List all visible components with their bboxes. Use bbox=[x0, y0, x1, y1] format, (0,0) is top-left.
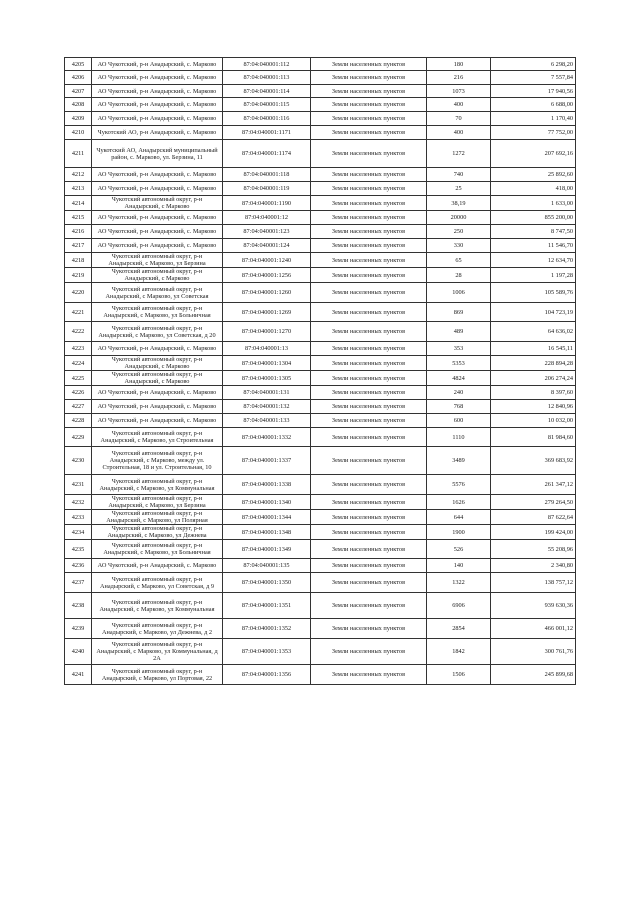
row-address: Чукотский автономный округ, р-н Анадырский, с Марково, между ул. Строительная, 18 и ул. Строительная, 10 bbox=[92, 447, 223, 475]
row-address: Чукотский автономный округ, р-н Анадырский, с Марково, ул Коммунальная, д 2А bbox=[92, 639, 223, 665]
row-cadastral-value: 105 589,76 bbox=[491, 283, 576, 303]
row-cadastral-value: 11 546,70 bbox=[491, 239, 576, 253]
row-land-category: Земли населенных пунктов bbox=[311, 510, 427, 525]
row-area: 768 bbox=[427, 400, 491, 414]
row-cadastral-value: 369 683,92 bbox=[491, 447, 576, 475]
row-cadastral-number: 87:04:040001:116 bbox=[223, 112, 311, 126]
row-address: Чукотский автономный округ, р-н Анадырский, с Марково bbox=[92, 371, 223, 386]
row-cadastral-number: 87:04:040001:1353 bbox=[223, 639, 311, 665]
row-cadastral-value: 81 984,60 bbox=[491, 428, 576, 447]
row-cadastral-value: 138 757,12 bbox=[491, 573, 576, 593]
table-row bbox=[65, 639, 576, 665]
row-cadastral-number: 87:04:040001:119 bbox=[223, 182, 311, 196]
row-number: 4228 bbox=[65, 414, 92, 428]
row-cadastral-value: 1 197,28 bbox=[491, 268, 576, 283]
table-row bbox=[65, 447, 576, 475]
row-land-category: Земли населенных пунктов bbox=[311, 400, 427, 414]
row-area: 216 bbox=[427, 71, 491, 85]
row-land-category: Земли населенных пунктов bbox=[311, 58, 427, 71]
row-address: Чукотский автономный округ, р-н Анадырский, с Марково, ул Больничная bbox=[92, 540, 223, 559]
table-row bbox=[65, 225, 576, 239]
row-address: АО Чукотский, р-н Анадырский, с. Марково bbox=[92, 211, 223, 225]
row-cadastral-value: 206 274,24 bbox=[491, 371, 576, 386]
row-cadastral-value: 8 747,50 bbox=[491, 225, 576, 239]
row-number: 4205 bbox=[65, 58, 92, 71]
row-area: 240 bbox=[427, 386, 491, 400]
row-area: 250 bbox=[427, 225, 491, 239]
row-cadastral-number: 87:04:040001:1305 bbox=[223, 371, 311, 386]
row-land-category: Земли населенных пунктов bbox=[311, 665, 427, 685]
row-cadastral-number: 87:04:040001:1338 bbox=[223, 475, 311, 495]
row-number: 4226 bbox=[65, 386, 92, 400]
table-row bbox=[65, 573, 576, 593]
table-row bbox=[65, 510, 576, 525]
table-row bbox=[65, 619, 576, 639]
table-row bbox=[65, 211, 576, 225]
row-cadastral-number: 87:04:040001:1340 bbox=[223, 495, 311, 510]
row-land-category: Земли населенных пунктов bbox=[311, 182, 427, 196]
row-cadastral-value: 855 200,00 bbox=[491, 211, 576, 225]
row-cadastral-value: 12 634,70 bbox=[491, 253, 576, 268]
row-address: АО Чукотский, р-н Анадырский, с. Марково bbox=[92, 414, 223, 428]
row-area: 1900 bbox=[427, 525, 491, 540]
table-row bbox=[65, 400, 576, 414]
row-cadastral-number: 87:04:040001:1337 bbox=[223, 447, 311, 475]
row-land-category: Земли населенных пунктов bbox=[311, 371, 427, 386]
row-number: 4232 bbox=[65, 495, 92, 510]
row-cadastral-value: 55 208,96 bbox=[491, 540, 576, 559]
row-address: Чукотский автономный округ, р-н Анадырский, с Марково, ул Портовая, 22 bbox=[92, 665, 223, 685]
row-cadastral-number: 87:04:040001:132 bbox=[223, 400, 311, 414]
row-address: Чукотский автономный округ, р-н Анадырский, с Марково bbox=[92, 356, 223, 371]
row-address: АО Чукотский, р-н Анадырский, с. Марково bbox=[92, 98, 223, 112]
table-row bbox=[65, 98, 576, 112]
row-land-category: Земли населенных пунктов bbox=[311, 619, 427, 639]
row-land-category: Земли населенных пунктов bbox=[311, 225, 427, 239]
row-cadastral-value: 10 032,00 bbox=[491, 414, 576, 428]
row-land-category: Земли населенных пунктов bbox=[311, 239, 427, 253]
document-page bbox=[64, 57, 576, 685]
row-number: 4217 bbox=[65, 239, 92, 253]
row-cadastral-value: 1 170,40 bbox=[491, 112, 576, 126]
row-land-category: Земли населенных пунктов bbox=[311, 253, 427, 268]
row-address: Чукотский автономный округ, р-н Анадырский, с Марково, ул Советская, д 9 bbox=[92, 573, 223, 593]
table-row bbox=[65, 168, 576, 182]
row-land-category: Земли населенных пунктов bbox=[311, 428, 427, 447]
row-cadastral-number: 87:04:040001:115 bbox=[223, 98, 311, 112]
row-area: 1322 bbox=[427, 573, 491, 593]
row-area: 5576 bbox=[427, 475, 491, 495]
row-address: АО Чукотский, р-н Анадырский, с. Марково bbox=[92, 85, 223, 98]
row-number: 4222 bbox=[65, 322, 92, 342]
row-address: Чукотский АО, Анадырский муниципальный район, с. Марково, ул. Берзина, 11 bbox=[92, 140, 223, 168]
row-number: 4230 bbox=[65, 447, 92, 475]
row-cadastral-number: 87:04:040001:1352 bbox=[223, 619, 311, 639]
table-row bbox=[65, 540, 576, 559]
row-area: 70 bbox=[427, 112, 491, 126]
table-row bbox=[65, 322, 576, 342]
row-cadastral-value: 16 545,11 bbox=[491, 342, 576, 356]
table-row bbox=[65, 356, 576, 371]
row-cadastral-number: 87:04:040001:1344 bbox=[223, 510, 311, 525]
row-cadastral-number: 87:04:040001:1349 bbox=[223, 540, 311, 559]
row-address: АО Чукотский, р-н Анадырский, с. Марково bbox=[92, 112, 223, 126]
row-area: 1842 bbox=[427, 639, 491, 665]
row-cadastral-value: 300 761,76 bbox=[491, 639, 576, 665]
row-number: 4207 bbox=[65, 85, 92, 98]
row-address: Чукотский автономный округ, р-н Анадырский, с Марково, ул Коммунальная bbox=[92, 475, 223, 495]
row-land-category: Земли населенных пунктов bbox=[311, 85, 427, 98]
row-cadastral-value: 12 840,96 bbox=[491, 400, 576, 414]
row-land-category: Земли населенных пунктов bbox=[311, 196, 427, 211]
row-cadastral-number: 87:04:040001:1304 bbox=[223, 356, 311, 371]
row-number: 4224 bbox=[65, 356, 92, 371]
row-number: 4215 bbox=[65, 211, 92, 225]
row-address: АО Чукотский, р-н Анадырский, с. Марково bbox=[92, 559, 223, 573]
row-address: Чукотский автономный округ, р-н Анадырский, с Марково bbox=[92, 196, 223, 211]
row-cadastral-number: 87:04:040001:1269 bbox=[223, 303, 311, 322]
table-row bbox=[65, 196, 576, 211]
table-row bbox=[65, 140, 576, 168]
row-number: 4240 bbox=[65, 639, 92, 665]
row-land-category: Земли населенных пунктов bbox=[311, 495, 427, 510]
row-land-category: Земли населенных пунктов bbox=[311, 112, 427, 126]
row-land-category: Земли населенных пунктов bbox=[311, 447, 427, 475]
row-number: 4238 bbox=[65, 593, 92, 619]
row-cadastral-value: 1 633,00 bbox=[491, 196, 576, 211]
row-address: Чукотский автономный округ, р-н Анадырский, с Марково, ул Советская, д 20 bbox=[92, 322, 223, 342]
row-land-category: Земли населенных пунктов bbox=[311, 475, 427, 495]
row-cadastral-value: 228 894,28 bbox=[491, 356, 576, 371]
row-cadastral-number: 87:04:040001:1348 bbox=[223, 525, 311, 540]
row-cadastral-number: 87:04:040001:13 bbox=[223, 342, 311, 356]
row-number: 4229 bbox=[65, 428, 92, 447]
row-address: Чукотский автономный округ, р-н Анадырский, с Марково, ул Дежнева bbox=[92, 525, 223, 540]
row-land-category: Земли населенных пунктов bbox=[311, 386, 427, 400]
row-cadastral-value: 279 264,50 bbox=[491, 495, 576, 510]
row-area: 1110 bbox=[427, 428, 491, 447]
row-cadastral-value: 6 298,20 bbox=[491, 58, 576, 71]
table-row bbox=[65, 559, 576, 573]
row-cadastral-number: 87:04:040001:1171 bbox=[223, 126, 311, 140]
table-row bbox=[65, 182, 576, 196]
row-cadastral-value: 64 636,02 bbox=[491, 322, 576, 342]
table-row bbox=[65, 475, 576, 495]
row-area: 2854 bbox=[427, 619, 491, 639]
row-cadastral-value: 17 940,56 bbox=[491, 85, 576, 98]
table-body bbox=[65, 58, 576, 685]
row-area: 1006 bbox=[427, 283, 491, 303]
row-area: 869 bbox=[427, 303, 491, 322]
row-cadastral-number: 87:04:040001:113 bbox=[223, 71, 311, 85]
row-address: АО Чукотский, р-н Анадырский, с. Марково bbox=[92, 182, 223, 196]
row-cadastral-value: 8 397,60 bbox=[491, 386, 576, 400]
row-number: 4233 bbox=[65, 510, 92, 525]
row-area: 1073 bbox=[427, 85, 491, 98]
row-cadastral-number: 87:04:040001:1260 bbox=[223, 283, 311, 303]
table-row bbox=[65, 414, 576, 428]
land-plots-table bbox=[64, 57, 576, 685]
row-address: Чукотский автономный округ, р-н Анадырский, с Марково, ул Коммунальная bbox=[92, 593, 223, 619]
row-address: Чукотский АО, р-н Анадырский, с. Марково bbox=[92, 126, 223, 140]
row-area: 330 bbox=[427, 239, 491, 253]
row-land-category: Земли населенных пунктов bbox=[311, 639, 427, 665]
row-number: 4241 bbox=[65, 665, 92, 685]
row-area: 4824 bbox=[427, 371, 491, 386]
row-area: 28 bbox=[427, 268, 491, 283]
row-land-category: Земли населенных пунктов bbox=[311, 283, 427, 303]
row-cadastral-value: 207 692,16 bbox=[491, 140, 576, 168]
row-address: АО Чукотский, р-н Анадырский, с. Марково bbox=[92, 58, 223, 71]
row-number: 4235 bbox=[65, 540, 92, 559]
table-row bbox=[65, 371, 576, 386]
table-row bbox=[65, 593, 576, 619]
row-area: 489 bbox=[427, 322, 491, 342]
row-area: 25 bbox=[427, 182, 491, 196]
row-address: АО Чукотский, р-н Анадырский, с. Марково bbox=[92, 239, 223, 253]
row-area: 600 bbox=[427, 414, 491, 428]
row-land-category: Земли населенных пунктов bbox=[311, 525, 427, 540]
row-cadastral-number: 87:04:040001:1174 bbox=[223, 140, 311, 168]
table-row bbox=[65, 283, 576, 303]
table-row bbox=[65, 268, 576, 283]
row-address: Чукотский автономный округ, р-н Анадырский, с Марково, ул Берзина bbox=[92, 495, 223, 510]
row-number: 4212 bbox=[65, 168, 92, 182]
row-number: 4239 bbox=[65, 619, 92, 639]
table-row bbox=[65, 342, 576, 356]
row-address: Чукотский автономный округ, р-н Анадырский, с Марково, ул Берзина bbox=[92, 253, 223, 268]
row-number: 4208 bbox=[65, 98, 92, 112]
row-land-category: Земли населенных пунктов bbox=[311, 98, 427, 112]
row-land-category: Земли населенных пунктов bbox=[311, 211, 427, 225]
row-area: 526 bbox=[427, 540, 491, 559]
row-number: 4220 bbox=[65, 283, 92, 303]
row-cadastral-value: 104 723,19 bbox=[491, 303, 576, 322]
row-address: Чукотский автономный округ, р-н Анадырский, с Марково, ул Строительная bbox=[92, 428, 223, 447]
row-number: 4211 bbox=[65, 140, 92, 168]
row-cadastral-number: 87:04:040001:133 bbox=[223, 414, 311, 428]
row-number: 4231 bbox=[65, 475, 92, 495]
row-area: 1626 bbox=[427, 495, 491, 510]
table-row bbox=[65, 239, 576, 253]
row-area: 400 bbox=[427, 126, 491, 140]
row-number: 4209 bbox=[65, 112, 92, 126]
row-land-category: Земли населенных пунктов bbox=[311, 126, 427, 140]
row-address: Чукотский автономный округ, р-н Анадырский, с Марково, ул Полярная bbox=[92, 510, 223, 525]
row-cadastral-value: 2 340,80 bbox=[491, 559, 576, 573]
row-area: 740 bbox=[427, 168, 491, 182]
row-number: 4213 bbox=[65, 182, 92, 196]
row-cadastral-value: 261 347,12 bbox=[491, 475, 576, 495]
row-address: АО Чукотский, р-н Анадырский, с. Марково bbox=[92, 225, 223, 239]
row-cadastral-value: 77 752,00 bbox=[491, 126, 576, 140]
row-area: 38,19 bbox=[427, 196, 491, 211]
row-number: 4227 bbox=[65, 400, 92, 414]
row-land-category: Земли населенных пунктов bbox=[311, 322, 427, 342]
row-land-category: Земли населенных пунктов bbox=[311, 593, 427, 619]
row-address: АО Чукотский, р-н Анадырский, с. Марково bbox=[92, 386, 223, 400]
row-cadastral-number: 87:04:040001:1190 bbox=[223, 196, 311, 211]
row-cadastral-value: 7 557,84 bbox=[491, 71, 576, 85]
table-row bbox=[65, 112, 576, 126]
row-land-category: Земли населенных пунктов bbox=[311, 540, 427, 559]
table-row bbox=[65, 85, 576, 98]
table-row bbox=[65, 253, 576, 268]
row-area: 20000 bbox=[427, 211, 491, 225]
row-cadastral-number: 87:04:040001:124 bbox=[223, 239, 311, 253]
row-area: 353 bbox=[427, 342, 491, 356]
row-cadastral-number: 87:04:040001:1351 bbox=[223, 593, 311, 619]
row-number: 4225 bbox=[65, 371, 92, 386]
table-row bbox=[65, 665, 576, 685]
row-cadastral-value: 199 424,00 bbox=[491, 525, 576, 540]
row-land-category: Земли населенных пунктов bbox=[311, 573, 427, 593]
table-row bbox=[65, 495, 576, 510]
row-cadastral-number: 87:04:040001:12 bbox=[223, 211, 311, 225]
row-address: Чукотский автономный округ, р-н Анадырский, с Марково, ул Советская bbox=[92, 283, 223, 303]
row-area: 5353 bbox=[427, 356, 491, 371]
row-cadastral-value: 245 899,68 bbox=[491, 665, 576, 685]
row-land-category: Земли населенных пунктов bbox=[311, 342, 427, 356]
row-cadastral-number: 87:04:040001:118 bbox=[223, 168, 311, 182]
row-cadastral-number: 87:04:040001:1356 bbox=[223, 665, 311, 685]
row-land-category: Земли населенных пунктов bbox=[311, 559, 427, 573]
row-land-category: Земли населенных пунктов bbox=[311, 168, 427, 182]
row-number: 4236 bbox=[65, 559, 92, 573]
row-number: 4234 bbox=[65, 525, 92, 540]
row-cadastral-value: 6 688,00 bbox=[491, 98, 576, 112]
row-cadastral-value: 418,00 bbox=[491, 182, 576, 196]
row-land-category: Земли населенных пунктов bbox=[311, 414, 427, 428]
row-land-category: Земли населенных пунктов bbox=[311, 303, 427, 322]
row-cadastral-value: 25 892,60 bbox=[491, 168, 576, 182]
row-cadastral-number: 87:04:040001:123 bbox=[223, 225, 311, 239]
row-land-category: Земли населенных пунктов bbox=[311, 356, 427, 371]
row-number: 4219 bbox=[65, 268, 92, 283]
row-area: 140 bbox=[427, 559, 491, 573]
table-row bbox=[65, 71, 576, 85]
row-area: 1506 bbox=[427, 665, 491, 685]
row-number: 4218 bbox=[65, 253, 92, 268]
row-number: 4206 bbox=[65, 71, 92, 85]
table-row bbox=[65, 58, 576, 71]
row-number: 4210 bbox=[65, 126, 92, 140]
row-cadastral-number: 87:04:040001:1240 bbox=[223, 253, 311, 268]
table-row bbox=[65, 428, 576, 447]
row-address: АО Чукотский, р-н Анадырский, с. Марково bbox=[92, 168, 223, 182]
row-area: 180 bbox=[427, 58, 491, 71]
row-cadastral-number: 87:04:040001:1332 bbox=[223, 428, 311, 447]
row-cadastral-number: 87:04:040001:1270 bbox=[223, 322, 311, 342]
row-address: АО Чукотский, р-н Анадырский, с. Марково bbox=[92, 342, 223, 356]
row-cadastral-number: 87:04:040001:1350 bbox=[223, 573, 311, 593]
table-row bbox=[65, 386, 576, 400]
table-row bbox=[65, 525, 576, 540]
row-address: Чукотский автономный округ, р-н Анадырский, с Марково, ул Больничная bbox=[92, 303, 223, 322]
row-cadastral-number: 87:04:040001:1256 bbox=[223, 268, 311, 283]
row-cadastral-number: 87:04:040001:112 bbox=[223, 58, 311, 71]
row-number: 4216 bbox=[65, 225, 92, 239]
table-row bbox=[65, 303, 576, 322]
row-area: 3489 bbox=[427, 447, 491, 475]
row-land-category: Земли населенных пунктов bbox=[311, 268, 427, 283]
row-cadastral-value: 87 622,64 bbox=[491, 510, 576, 525]
row-cadastral-number: 87:04:040001:135 bbox=[223, 559, 311, 573]
row-cadastral-number: 87:04:040001:131 bbox=[223, 386, 311, 400]
row-area: 1272 bbox=[427, 140, 491, 168]
row-cadastral-value: 466 001,12 bbox=[491, 619, 576, 639]
row-number: 4221 bbox=[65, 303, 92, 322]
row-address: Чукотский автономный округ, р-н Анадырский, с Марково, ул Дежнева, д 2 bbox=[92, 619, 223, 639]
row-area: 400 bbox=[427, 98, 491, 112]
row-address: АО Чукотский, р-н Анадырский, с. Марково bbox=[92, 71, 223, 85]
row-cadastral-value: 939 630,36 bbox=[491, 593, 576, 619]
row-address: Чукотский автономный округ, р-н Анадырский, с Марково bbox=[92, 268, 223, 283]
row-cadastral-number: 87:04:040001:114 bbox=[223, 85, 311, 98]
row-address: АО Чукотский, р-н Анадырский, с. Марково bbox=[92, 400, 223, 414]
row-number: 4223 bbox=[65, 342, 92, 356]
row-area: 6906 bbox=[427, 593, 491, 619]
row-area: 644 bbox=[427, 510, 491, 525]
row-number: 4214 bbox=[65, 196, 92, 211]
row-land-category: Земли населенных пунктов bbox=[311, 140, 427, 168]
row-number: 4237 bbox=[65, 573, 92, 593]
row-land-category: Земли населенных пунктов bbox=[311, 71, 427, 85]
table-row bbox=[65, 126, 576, 140]
row-area: 65 bbox=[427, 253, 491, 268]
